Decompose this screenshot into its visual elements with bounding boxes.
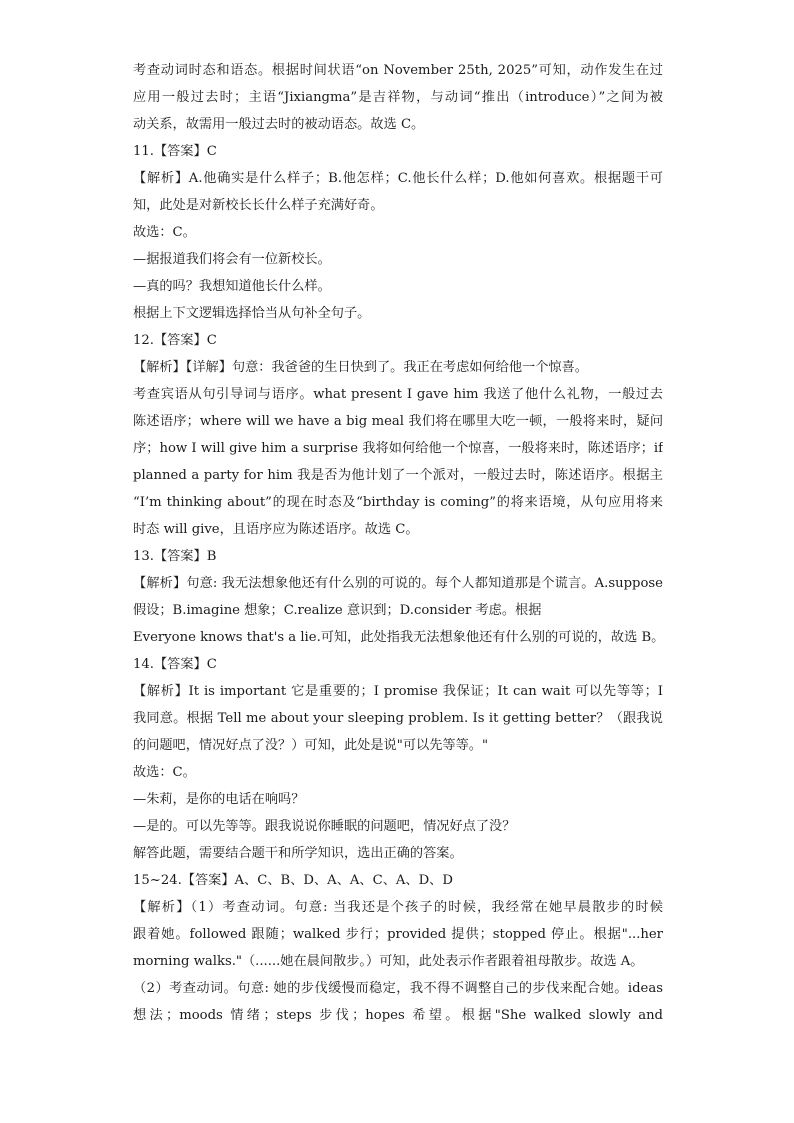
text-line: 假设；B.imagine 想象；C.realize 意识到；D.consider 考虑。根据 (133, 603, 542, 618)
text-line: 故选：C。 (133, 765, 196, 780)
text-line: morning walks."（......她在晨间散步。）可知，此处表示作者跟着祖母散步。故选 A。 (133, 954, 644, 969)
text-line: 时态 will give，且语序应为陈述语序。故选 C。 (133, 522, 419, 537)
text-line: 我同意。根据 Tell me about your sleeping problem. Is it getting better？（跟我说 (133, 711, 663, 726)
text-line: planned a party for him 我是否为他计划了一个派对，一般过去时，陈述语序。根据主 (133, 468, 663, 483)
text-line: （2）考查动词。句意: 她的步伐缓慢而稳定，我不得不调整自己的步伐来配合她。ideas (133, 981, 663, 996)
text-line: —是的。可以先等等。跟我说说你睡眠的问题吧，情况好点了没？ (133, 819, 516, 834)
text-line: 【解析】It is important 它是重要的；I promise 我保证；It can wait 可以先等等；I (133, 684, 663, 699)
text-line: 考查动词时态和语态。根据时间状语“on November 25th, 2025”可知，动作发生在过 (133, 63, 663, 78)
text-line: 【解析】A.他确实是什么样子；B.他怎样；C.他长什么样；D.他如何喜欢。根据题干可 (133, 171, 663, 186)
text-line: 应用一般过去时；主语“Jixiangma”是吉祥物，与动词“推出（introduce）”之间为被 (133, 90, 663, 105)
text-line: 知，此处是对新校长长什么样子充满好奇。 (133, 198, 384, 213)
text-line: 11.【答案】C (133, 144, 217, 159)
text-line: —真的吗？我想知道他长什么样。 (133, 279, 331, 294)
text-line: 14.【答案】C (133, 657, 217, 672)
text-line: 【解析】（1）考查动词。句意: 当我还是个孩子的时候，我经常在她早晨散步的时候 (133, 900, 663, 915)
text-line: 陈述语序；where will we have a big meal 我们将在哪里大吃一顿，一般将来时，疑问 (133, 414, 663, 429)
text-line: 12.【答案】C (133, 333, 217, 348)
text-line: “I’m thinking about”的现在时态及“birthday is coming”的将来语境，从句应用将来 (133, 495, 663, 510)
text-line: 故选：C。 (133, 225, 196, 240)
answer-explanation-text (133, 57, 663, 1029)
text-line: 根据上下文逻辑选择恰当从句补全句子。 (133, 306, 371, 321)
text-line: Everyone knows that's a lie.可知，此处指我无法想象他还有什么别的可说的，故选 B。 (133, 630, 665, 645)
text-line: 【解析】【详解】句意：我爸爸的生日快到了。我正在考虑如何给他一个惊喜。 (133, 360, 588, 375)
text-line: —据报道我们将会有一位新校长。 (133, 252, 331, 267)
text-line: —朱莉，是你的电话在响吗？ (133, 792, 305, 807)
text-line: 15~24.【答案】A、C、B、D、A、A、C、A、D、D (133, 873, 453, 888)
text-line: 的问题吧，情况好点了没？）可知，此处是说"可以先等等。" (133, 738, 489, 753)
text-line: 解答此题，需要结合题干和所学知识，选出正确的答案。 (133, 846, 463, 861)
text-line: 跟着她。followed 跟随；walked 步行；provided 提供；stopped 停止。根据"...her (133, 927, 663, 942)
text-line: 13.【答案】B (133, 549, 217, 564)
text-line: 动关系，故需用一般过去时的被动语态。故选 C。 (133, 117, 425, 132)
text-line: 想法；moods 情绪；steps 步伐；hopes 希望。根据"She walked slowly and (133, 1008, 663, 1023)
text-line: 【解析】句意: 我无法想象他还有什么别的可说的。每个人都知道那是个谎言。A.suppose (133, 576, 663, 591)
text-line: 序；how I will give him a surprise 我将如何给他一个惊喜，一般将来时，陈述语序；if (133, 441, 663, 456)
text-line: 考查宾语从句引导词与语序。what present I gave him 我送了他什么礼物，一般过去 (133, 387, 663, 402)
